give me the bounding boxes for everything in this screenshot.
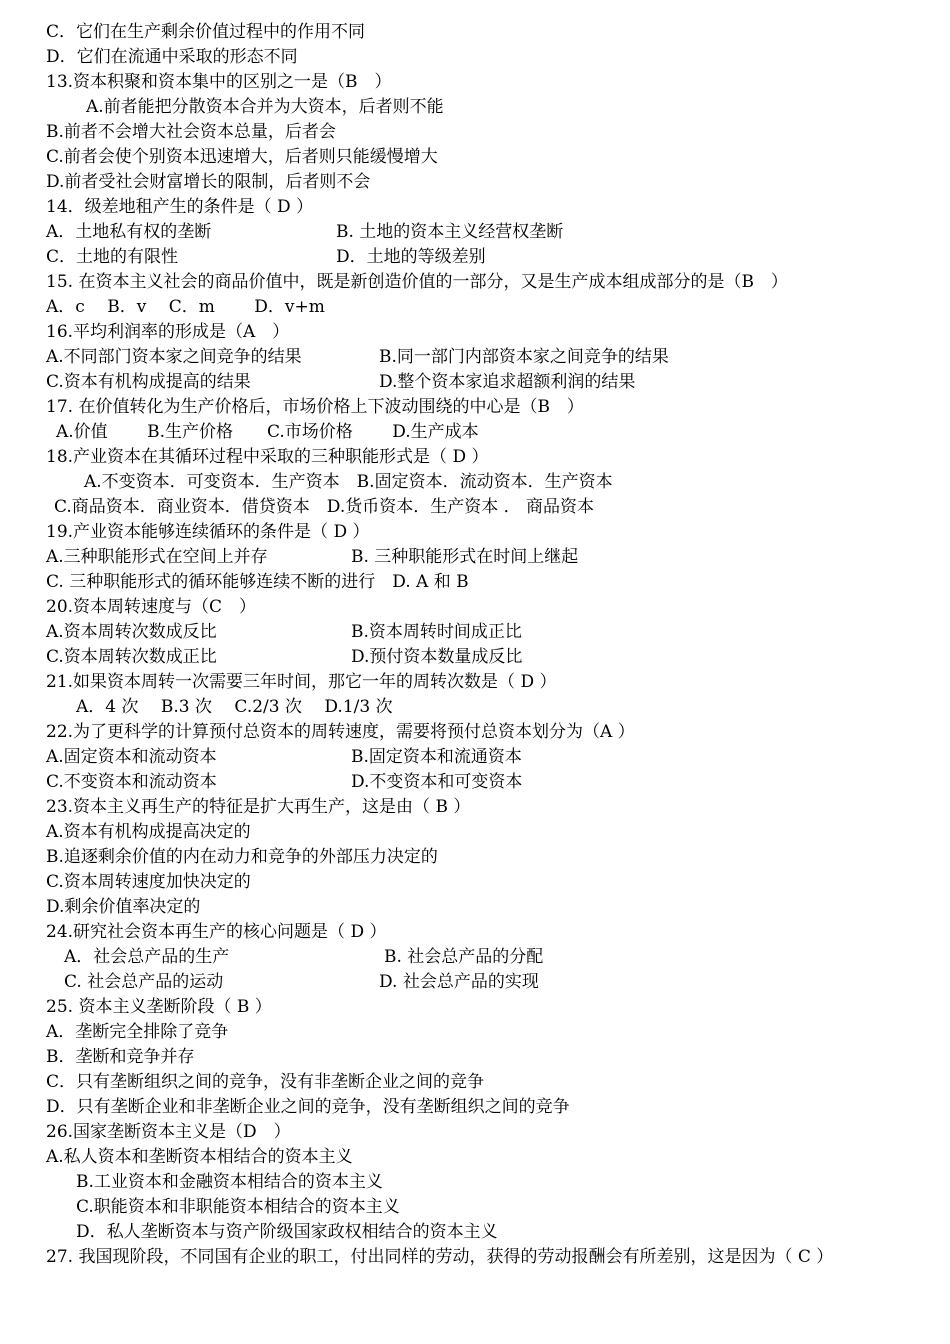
text-line [0, 220, 950, 245]
line-text: 17. 在价值转化为生产价格后，市场价格上下波动围绕的中心是（B ） [46, 397, 584, 417]
line-text-second-column: D. 社会总产品的实现 [379, 972, 539, 992]
text-line [0, 245, 950, 270]
line-text: A.价值 B.生产价格 C.市场价格 D.生产成本 [56, 422, 479, 442]
text-line [0, 1220, 950, 1245]
line-text: C.资本周转速度加快决定的 [46, 872, 251, 892]
text-line [0, 1145, 950, 1170]
line-text-second-column: B. 三种职能形式在时间上继起 [351, 547, 579, 567]
text-line [0, 620, 950, 645]
text-line [0, 145, 950, 170]
line-text: C.商品资本．商业资本．借贷资本 D.货币资本．生产资本 ． 商品资本 [54, 497, 595, 517]
line-text: A.资本周转次数成反比 [46, 622, 217, 642]
text-line [0, 445, 950, 470]
text-line [0, 870, 950, 895]
text-line [0, 20, 950, 45]
text-line [0, 195, 950, 220]
line-text-second-column: B.同一部门内部资本家之间竞争的结果 [379, 347, 669, 367]
text-line [0, 170, 950, 195]
text-line [0, 320, 950, 345]
text-line [0, 1070, 950, 1095]
line-text: C.不变资本和流动资本 [46, 772, 217, 792]
text-line [0, 1095, 950, 1120]
line-text: B.前者不会增大社会资本总量，后者会 [46, 122, 336, 142]
text-line [0, 545, 950, 570]
line-text: 13.资本积聚和资本集中的区别之一是（B ） [46, 72, 392, 92]
line-text: A．c B．v C．m D．v+m [46, 297, 325, 317]
text-line [0, 695, 950, 720]
text-line [0, 395, 950, 420]
line-text: A.不同部门资本家之间竞争的结果 [46, 347, 302, 367]
line-text: 18.产业资本在其循环过程中采取的三种职能形式是（ D ） [46, 447, 489, 467]
line-text: C．土地的有限性 [46, 247, 179, 267]
line-text-second-column: D.预付资本数量成反比 [351, 647, 523, 667]
text-line [0, 1020, 950, 1045]
line-text: A．垄断完全排除了竞争 [46, 1022, 229, 1042]
text-line [0, 770, 950, 795]
line-text: A.私人资本和垄断资本相结合的资本主义 [46, 1147, 353, 1167]
line-text: A.资本有机构成提高决定的 [46, 822, 251, 842]
text-line [0, 45, 950, 70]
line-text: C.前者会使个别资本迅速增大，后者则只能缓慢增大 [46, 147, 438, 167]
text-line [0, 1045, 950, 1070]
text-line [0, 95, 950, 120]
line-text: C.资本有机构成提高的结果 [46, 372, 251, 392]
line-text: B．垄断和竞争并存 [46, 1047, 195, 1067]
text-line [0, 70, 950, 95]
line-text-second-column: B. 社会总产品的分配 [384, 947, 544, 967]
text-line [0, 995, 950, 1020]
line-text: C．它们在生产剩余价值过程中的作用不同 [46, 22, 366, 42]
line-text: D．私人垄断资本与资产阶级国家政权相结合的资本主义 [76, 1222, 498, 1242]
line-text: A．4 次 B.3 次 C.2/3 次 D.1/3 次 [76, 697, 393, 717]
line-text: 27. 我国现阶段，不同国有企业的职工，付出同样的劳动，获得的劳动报酬会有所差别，这是因为（ C ） [46, 1247, 834, 1267]
text-line [0, 945, 950, 970]
line-text: 20.资本周转速度与（C ） [46, 597, 257, 617]
line-text: D.剩余价值率决定的 [46, 897, 201, 917]
line-text-second-column: D．土地的等级差别 [336, 247, 486, 267]
line-text: D．它们在流通中采取的形态不同 [46, 47, 298, 67]
text-line [0, 895, 950, 920]
line-text: B.工业资本和金融资本相结合的资本主义 [76, 1172, 383, 1192]
text-line [0, 745, 950, 770]
line-text-second-column: B.资本周转时间成正比 [351, 622, 522, 642]
line-text: C.职能资本和非职能资本相结合的资本主义 [76, 1197, 400, 1217]
line-text: C．只有垄断组织之间的竞争，没有非垄断企业之间的竞争 [46, 1072, 485, 1092]
line-text: C. 三种职能形式的循环能够连续不断的进行 D. A 和 B [46, 572, 469, 592]
line-text: A．土地私有权的垄断 [46, 222, 212, 242]
line-text: C.资本周转次数成正比 [46, 647, 217, 667]
line-text: 26.国家垄断资本主义是（D ） [46, 1122, 291, 1142]
line-text: D.前者受社会财富增长的限制，后者则不会 [46, 172, 371, 192]
line-text: 24.研究社会资本再生产的核心问题是（ D ） [46, 922, 387, 942]
line-text: C. 社会总产品的运动 [64, 972, 224, 992]
line-text: 23.资本主义再生产的特征是扩大再生产，这是由（ B ） [46, 797, 471, 817]
line-text: 19.产业资本能够连续循环的条件是（ D ） [46, 522, 370, 542]
text-line [0, 570, 950, 595]
line-text: A.三种职能形式在空间上并存 [46, 547, 268, 567]
text-line [0, 845, 950, 870]
text-line [0, 820, 950, 845]
line-text-second-column: D.不变资本和可变资本 [351, 772, 523, 792]
line-text: B.追逐剩余价值的内在动力和竞争的外部压力决定的 [46, 847, 438, 867]
text-line [0, 370, 950, 395]
line-text: 16.平均利润率的形成是（A ） [46, 322, 290, 342]
line-text: A．社会总产品的生产 [64, 947, 230, 967]
text-line [0, 420, 950, 445]
text-line [0, 495, 950, 520]
line-text: A.前者能把分散资本合并为大资本，后者则不能 [86, 97, 444, 117]
text-line [0, 1170, 950, 1195]
text-line [0, 595, 950, 620]
line-text-second-column: B. 土地的资本主义经营权垄断 [336, 222, 564, 242]
text-line [0, 920, 950, 945]
text-line [0, 795, 950, 820]
line-text-second-column: D.整个资本家追求超额利润的结果 [379, 372, 636, 392]
line-text: 25. 资本主义垄断阶段（ B ） [46, 997, 272, 1017]
text-line [0, 470, 950, 495]
text-line [0, 720, 950, 745]
text-line [0, 295, 950, 320]
line-text: A.不变资本．可变资本．生产资本 B.固定资本．流动资本．生产资本 [84, 472, 613, 492]
text-line [0, 520, 950, 545]
text-line [0, 345, 950, 370]
text-line [0, 645, 950, 670]
text-line [0, 1245, 950, 1270]
line-text: 21.如果资本周转一次需要三年时间，那它一年的周转次数是（ D ） [46, 672, 557, 692]
text-line [0, 970, 950, 995]
document-page [0, 20, 950, 1270]
text-line [0, 1120, 950, 1145]
text-line [0, 270, 950, 295]
line-text: A.固定资本和流动资本 [46, 747, 217, 767]
text-line [0, 120, 950, 145]
line-text-second-column: B.固定资本和流通资本 [351, 747, 522, 767]
text-line [0, 670, 950, 695]
line-text: D．只有垄断企业和非垄断企业之间的竞争，没有垄断组织之间的竞争 [46, 1097, 570, 1117]
line-text: 22.为了更科学的计算预付总资本的周转速度，需要将预付总资本划分为（A ） [46, 722, 635, 742]
line-text: 14．级差地租产生的条件是（ D ） [46, 197, 314, 217]
line-text: 15. 在资本主义社会的商品价值中，既是新创造价值的一部分，又是生产成本组成部分的是（B ） [46, 272, 788, 292]
text-line [0, 1195, 950, 1220]
